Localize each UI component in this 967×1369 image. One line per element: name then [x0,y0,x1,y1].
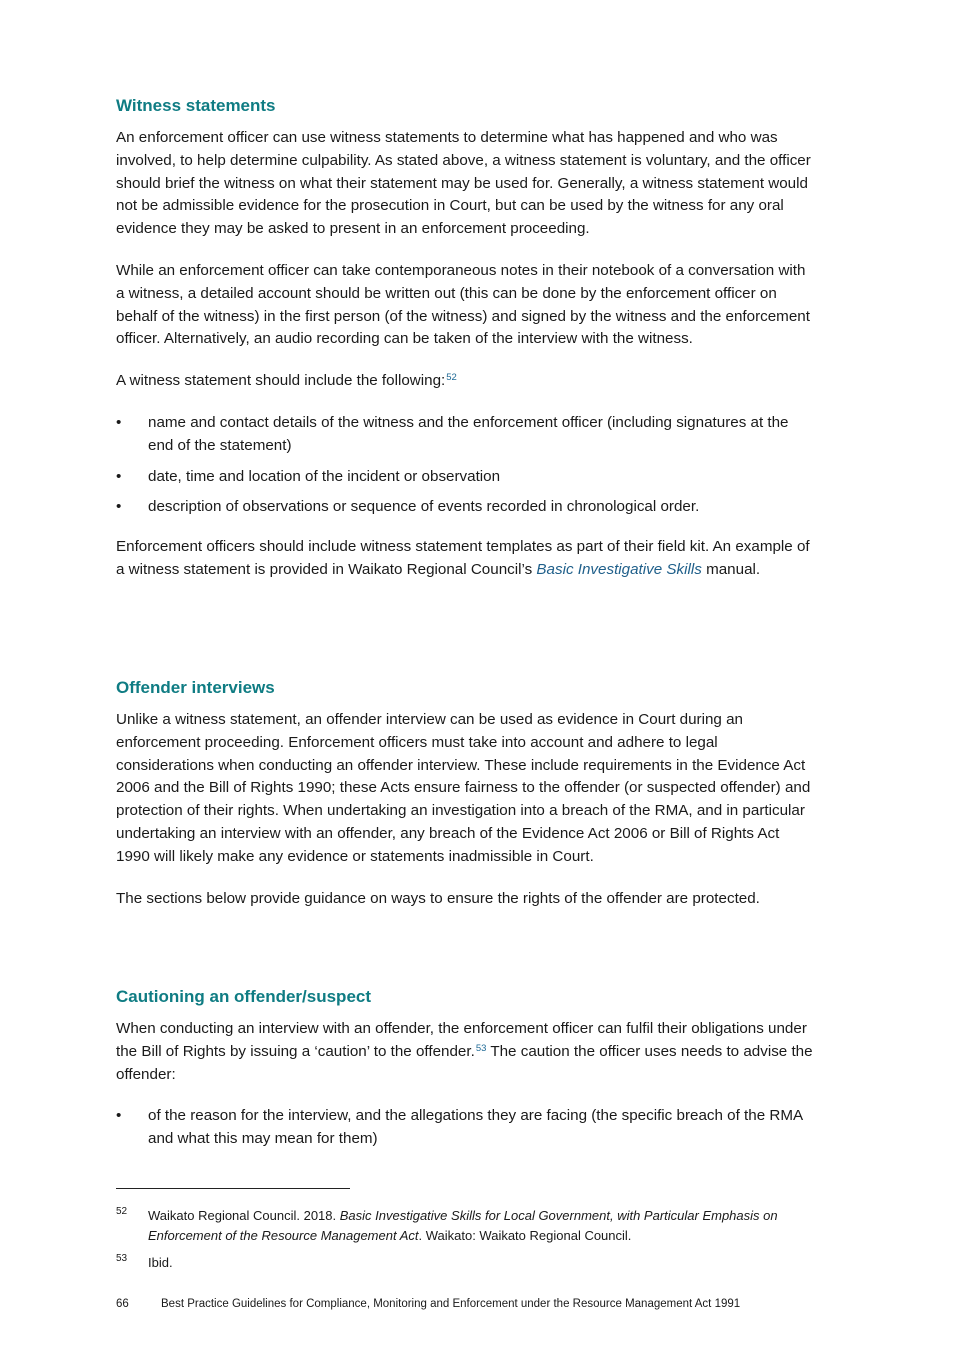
paragraph-text: A witness statement should include the following: [116,372,446,390]
footnote-reference[interactable]: 52 [446,372,457,384]
bullet-icon: • [116,1107,122,1125]
footnote-53: 53 Ibid. [116,1253,816,1273]
paragraph: Enforcement officers should include witness statement templates as part of their field kit. An example of a witness statement is provided in Waikato Regional Council’s Basic Investigative Skills manual. [116,538,810,578]
footnote-52: 52 Waikato Regional Council. 2018. Basic Investigative Skills for Local Government, with Particular Emphasis on Enforcement of the Resource Management Act. Waikato: Waikato Regional Council. [116,1206,816,1246]
page-footer [116,1298,740,1310]
footnote-reference[interactable]: 53 [475,1042,487,1054]
paragraph [116,370,816,393]
list-item: • date, time and location of the incident or observation [116,466,816,489]
footnote-divider [116,1188,350,1189]
paragraph: While an enforcement officer can take contemporaneous notes in their notebook of a conversation with a witness, a detailed account should be written out (this can be done by the enforcement officer on behalf of the witness) in the first person (of the witness) and signed by the witness and the enforcement officer. Alternatively, an audio recording can be taken of the interview with the witness. [116,261,810,348]
section-offender-interviews [116,677,816,929]
footnote-number: 52 [116,1206,128,1217]
paragraph: When conducting an interview with an offender, the enforcement officer can fulfil their obligations under the Bill of Rights by issuing a ‘caution’ to the offender.$^{53}$ The caution the officer uses needs to advise the offender: [116,1020,813,1083]
paragraph: Unlike a witness statement, an offender interview can be used as evidence in Court during an enforcement proceeding. Enforcement officers must take into account and adhere to legal considerations when conducting an offender interview. These include requirements in the Evidence Act 2006 and the Bill of Rights 1990; these Acts ensure fairness to the offender (or suspected offender) and protection of their rights. When undertaking an investigation into a breach of the RMA, and in particular undertaking an interview with an offender, any breach of the Evidence Act 2006 or Bill of Rights Act 1990 will likely make any evidence or statements inadmissible in Court. [116,711,811,865]
heading-witness-statements: Witness statements [116,96,276,115]
list-item: • description of observations or sequence of events recorded in chronological order. [116,496,816,519]
heading-offender-interviews: Offender interviews [116,678,275,697]
bullet-icon: • [116,467,122,485]
list-item: • name and contact details of the witness and the enforcement officer (including signatures at the end of the statement) [116,413,789,454]
bullet-list [116,412,816,519]
paragraph: The sections below provide guidance on ways to ensure the rights of the offender are protected. [116,889,760,907]
section-witness-statements [116,95,816,601]
heading-cautioning: Cautioning an offender/suspect [116,987,372,1006]
footnotes [116,1206,816,1280]
document-title: Best Practice Guidelines for Compliance, Monitoring and Enforcement under the Resource Management Act 1991 [161,1298,741,1310]
footnote-number: 53 [116,1253,128,1264]
paragraph: An enforcement officer can use witness statements to determine what has happened and who was involved, to help determine culpability. As stated above, a witness statement is voluntary, and the officer should brief the witness on what their statement may be used for. Generally, a witness statement would not be admissible evidence for the prosecution in Court, but can be used by the witness for any oral evidence they may be asked to present in an enforcement proceeding. [116,129,811,238]
list-item: • of the reason for the interview, and the allegations they are facing (the specific breach of the RMA and what this may mean for them) [116,1107,803,1148]
bullet-list [116,1105,816,1151]
bullet-icon: • [116,413,122,431]
section-cautioning [116,986,816,1168]
bullet-icon: • [116,498,122,516]
page-number: 66 [116,1298,129,1310]
basic-investigative-skills-link[interactable]: Basic Investigative Skills [536,560,702,578]
